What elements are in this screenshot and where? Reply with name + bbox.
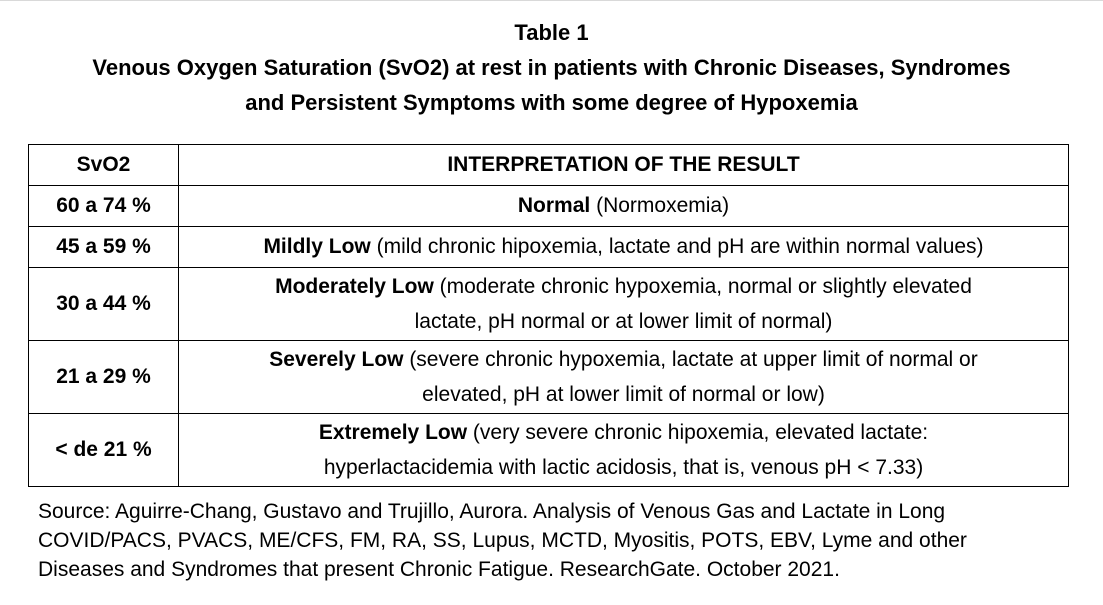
svo2-range-cell: 60 a 74 % bbox=[29, 186, 179, 227]
svo2-range-cell: 30 a 44 % bbox=[29, 268, 179, 341]
source-citation bbox=[38, 497, 1078, 584]
interpretation-detail: (mild chronic hipoxemia, lactate and pH are within normal values) bbox=[370, 235, 984, 258]
interpretation-cell bbox=[179, 414, 1069, 487]
table-row bbox=[29, 414, 1069, 487]
interpretation-detail: (Normoxemia) bbox=[590, 194, 730, 217]
interpretation-cell bbox=[179, 227, 1069, 268]
svo2-range-cell: 45 a 59 % bbox=[29, 227, 179, 268]
interpretation-detail: (very severe chronic hipoxemia, elevated lactate: bbox=[467, 421, 929, 444]
svo2-interpretation-table bbox=[28, 144, 1069, 487]
table-row bbox=[29, 227, 1069, 268]
interpretation-detail: (severe chronic hypoxemia, lactate at upper limit of normal or bbox=[403, 348, 978, 371]
interpretation-cell bbox=[179, 268, 1069, 341]
interpretation-label: Normal bbox=[517, 194, 591, 217]
interpretation-detail-continued: elevated, pH at lower limit of normal or low) bbox=[422, 383, 825, 406]
source-line: Source: Aguirre-Chang, Gustavo and Trujillo, Aurora. Analysis of Venous Gas and Lactate in Long bbox=[38, 500, 946, 523]
column-header-interpretation: INTERPRETATION OF THE RESULT bbox=[179, 145, 1069, 186]
column-header-svo2: SvO2 bbox=[29, 145, 179, 186]
interpretation-cell bbox=[179, 341, 1069, 414]
top-divider bbox=[0, 0, 1103, 1]
interpretation-cell bbox=[179, 186, 1069, 227]
interpretation-detail-continued: lactate, pH normal or at lower limit of normal) bbox=[414, 310, 833, 333]
interpretation-label: Moderately Low bbox=[275, 275, 434, 298]
table-row bbox=[29, 341, 1069, 414]
source-line: COVID/PACS, PVACS, ME/CFS, FM, RA, SS, Lupus, MCTD, Myositis, POTS, EBV, Lyme and other bbox=[38, 529, 967, 552]
table-header-row bbox=[29, 145, 1069, 186]
interpretation-label: Severely Low bbox=[269, 348, 404, 371]
table-number: Table 1 bbox=[514, 20, 589, 45]
table-title-line-1: Venous Oxygen Saturation (SvO2) at rest in patients with Chronic Diseases, Syndromes bbox=[92, 55, 1011, 80]
table-row bbox=[29, 268, 1069, 341]
interpretation-label: Extremely Low bbox=[318, 421, 468, 444]
interpretation-label: Mildly Low bbox=[263, 235, 371, 258]
svo2-range-cell: < de 21 % bbox=[29, 414, 179, 487]
svo2-range-cell: 21 a 29 % bbox=[29, 341, 179, 414]
table-row bbox=[29, 186, 1069, 227]
table-title-line-2: and Persistent Symptoms with some degree of Hypoxemia bbox=[245, 90, 858, 115]
source-line: Diseases and Syndromes that present Chronic Fatigue. ResearchGate. October 2021. bbox=[38, 558, 840, 581]
interpretation-detail: (moderate chronic hypoxemia, normal or slightly elevated bbox=[433, 275, 972, 298]
interpretation-detail-continued: hyperlactacidemia with lactic acidosis, that is, venous pH < 7.33) bbox=[323, 456, 924, 479]
